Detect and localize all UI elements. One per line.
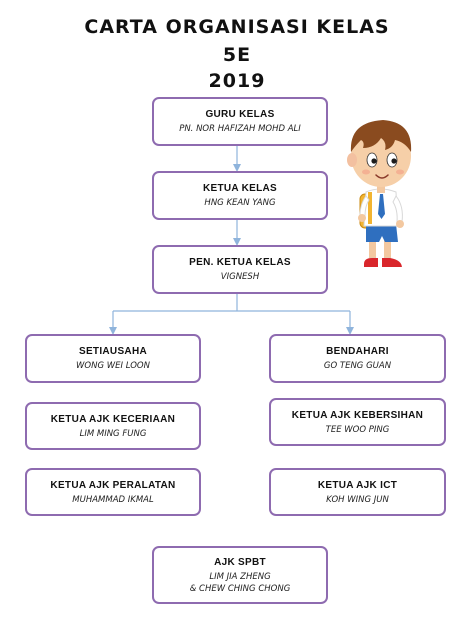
member-name-2: & CHEW CHING CHONG — [189, 583, 291, 594]
member-name: LIM MING FUNG — [79, 428, 147, 439]
member-name: GO TENG GUAN — [323, 361, 392, 371]
chart-title: CARTA ORGANISASI KELAS — [84, 16, 390, 38]
node-ketua-ajk-keceriaan — [25, 402, 201, 450]
node-guru-kelas — [152, 97, 328, 146]
chart-class: 5E — [222, 44, 252, 66]
member-name: WONG WEI LOON — [76, 361, 150, 371]
role-label: KETUA AJK ICT — [317, 479, 398, 491]
member-name: HNG KEAN YANG — [204, 198, 276, 208]
node-setiausaha — [25, 334, 201, 383]
member-name: MUHAMMAD IKMAL — [72, 494, 154, 505]
member-name: TEE WOO PING — [325, 424, 390, 435]
node-ketua-ajk-kebersihan — [269, 398, 446, 446]
role-label: PEN. KETUA KELAS — [189, 257, 291, 268]
member-name: LIM JIA ZHENG — [209, 571, 271, 582]
node-ketua-ajk-peralatan — [25, 468, 201, 516]
role-label: BENDAHARI — [326, 346, 389, 357]
role-label: KETUA KELAS — [202, 183, 278, 194]
role-label: KETUA AJK KEBERSIHAN — [291, 409, 424, 421]
role-label: KETUA AJK KECERIAAN — [50, 413, 176, 425]
member-name: VIGNESH — [220, 272, 260, 282]
node-ketua-kelas — [152, 171, 328, 220]
cartoon-boy-illustration — [344, 112, 416, 288]
node-ketua-ajk-ict — [269, 468, 446, 516]
member-name: KOH WING JUN — [326, 494, 389, 505]
role-label: AJK SPBT — [214, 556, 266, 568]
node-bendahari — [269, 334, 446, 383]
member-name: PN. NOR HAFIZAH MOHD ALI — [179, 124, 301, 134]
role-label: SETIAUSAHA — [78, 346, 147, 357]
node-ajk-spbt — [152, 546, 328, 604]
role-label: GURU KELAS — [205, 109, 275, 120]
chart-year: 2019 — [208, 70, 266, 92]
node-pen-ketua-kelas — [152, 245, 328, 294]
role-label: KETUA AJK PERALATAN — [50, 479, 176, 491]
